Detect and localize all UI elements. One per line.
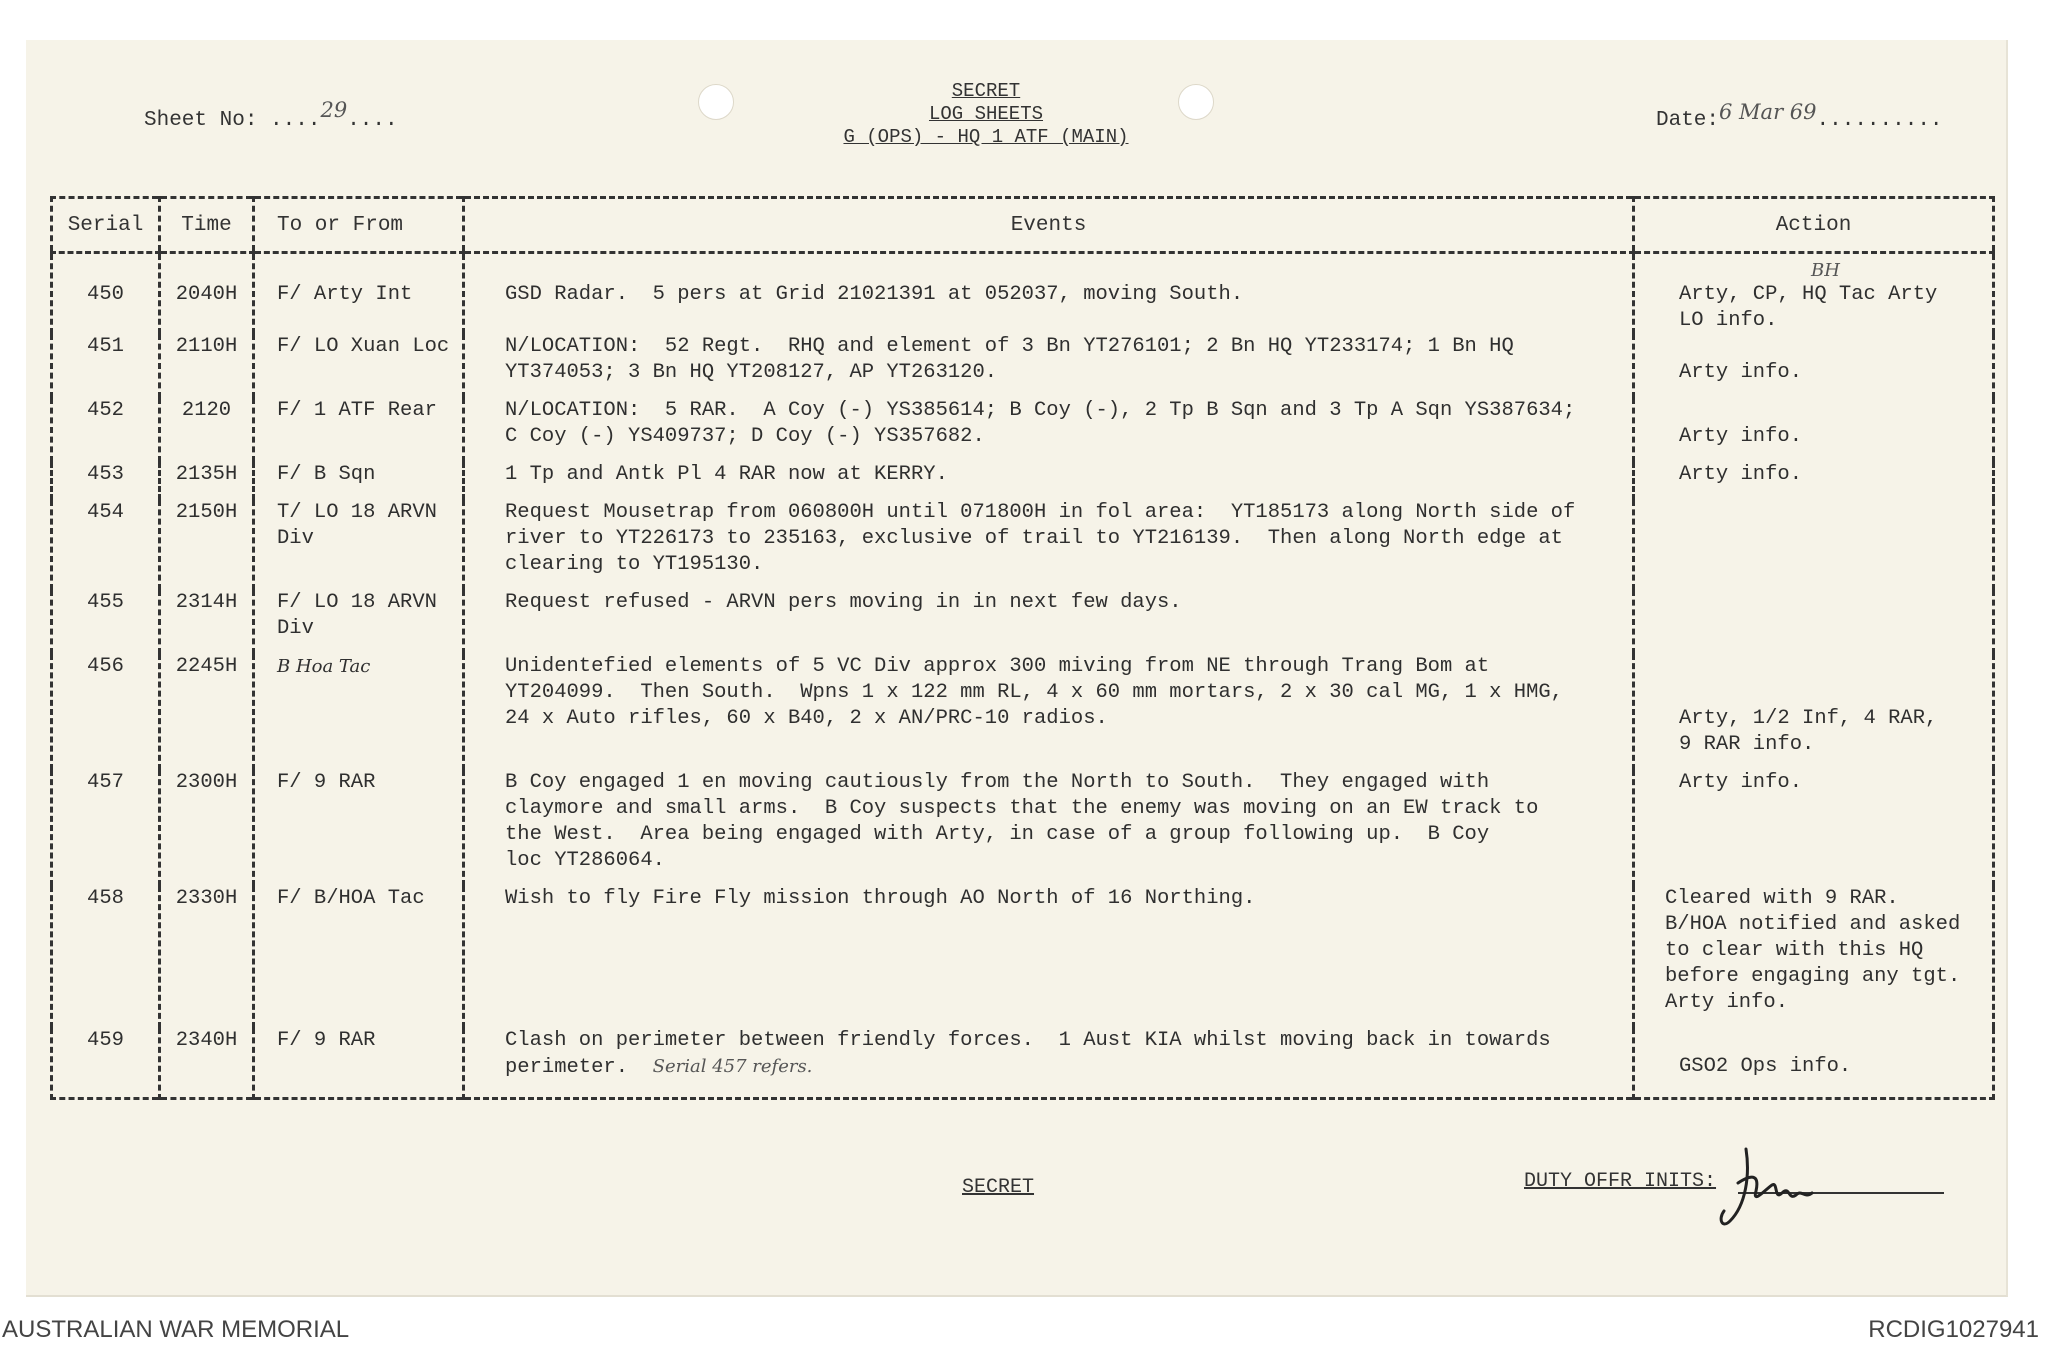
to-from-cell: F/ Arty Int — [254, 253, 464, 335]
table-row — [52, 590, 1994, 654]
classification-top: SECRET — [951, 80, 1021, 102]
serial-cell: 458 — [87, 887, 124, 910]
table-row — [52, 886, 1994, 1028]
events-cell: B Coy engaged 1 en moving cautiously from the North to South. They engaged with claymore and small arms. B Coy suspects that the enemy was moving on an EW track to the West. Area being engaged with Arty, in case of a group following up. B Coy loc YT286064. — [464, 770, 1634, 886]
log-table — [50, 196, 1995, 1100]
archive-caption-bar — [0, 1308, 2047, 1348]
sheet-date: Date:6 Mar 69.......... — [1656, 100, 1943, 132]
to-from-cell: F/ 1 ATF Rear — [254, 398, 464, 462]
duty-officer-label: DUTY OFFR INITS: — [1524, 1170, 1717, 1193]
table-row — [52, 253, 1994, 335]
action-cell: Arty info. — [1634, 462, 1994, 500]
punch-hole — [1178, 84, 1214, 120]
handwritten-note: Serial 457 refers. — [652, 1056, 813, 1077]
sheet-number-value: 29 — [320, 98, 348, 122]
serial-cell: 451 — [87, 335, 124, 358]
document-title — [816, 80, 1156, 149]
col-time: Time — [160, 198, 254, 253]
events-cell: Unidentefied elements of 5 VC Div approx 300 miving from NE through Trang Bom at YT204099. Then South. Wpns 1 x 122 mm RL, 4 x 60 mm mortars, 2 x 30 cal MG, 1 x HMG, 24 x Auto rifles, 60 x B40, 2 x AN/PRC-10 radios. — [464, 654, 1634, 770]
table-row — [52, 398, 1994, 462]
col-action: Action — [1634, 198, 1994, 253]
serial-cell: 453 — [87, 463, 124, 486]
time-cell: 2150H — [160, 500, 254, 590]
action-cell: Arty info. — [1634, 770, 1994, 886]
events-cell: Request Mousetrap from 060800H until 071800H in fol area: YT185173 along North side of river to YT226173 to 235163, exclusive of trail to YT216139. Then along North edge at clearing to YT195130. — [464, 500, 1634, 590]
action-cell: Arty info. — [1634, 334, 1994, 398]
action-cell: Arty, 1/2 Inf, 4 RAR, 9 RAR info. — [1634, 654, 1994, 770]
events-cell: N/LOCATION: 52 Regt. RHQ and element of 3 Bn YT276101; 2 Bn HQ YT233174; 1 Bn HQ YT374053; 3 Bn HQ YT208127, AP YT263120. — [464, 334, 1634, 398]
to-from-cell: B Hoa Tac — [254, 654, 464, 770]
time-cell: 2120 — [160, 398, 254, 462]
events-cell: Clash on perimeter between friendly forces. 1 Aust KIA whilst moving back in towards perimeter. Serial 457 refers. — [464, 1028, 1634, 1098]
action-cell: Arty info. — [1634, 398, 1994, 462]
institution-credit: AUSTRALIAN WAR MEMORIAL — [2, 1316, 350, 1343]
signature-mark — [1716, 1145, 1896, 1235]
sheet-number: Sheet No: ....29.... — [144, 98, 398, 132]
events-cell: Wish to fly Fire Fly mission through AO North of 16 Northing. — [464, 886, 1634, 1028]
log-sheet-page — [26, 40, 2008, 1297]
serial-cell: 452 — [87, 399, 124, 422]
action-cell: GSO2 Ops info. — [1634, 1028, 1994, 1098]
handwritten-insert: BH — [1811, 260, 1840, 281]
time-cell: 2300H — [160, 770, 254, 886]
action-cell — [1634, 590, 1994, 654]
table-row — [52, 334, 1994, 398]
time-cell: 2110H — [160, 334, 254, 398]
time-cell: 2245H — [160, 654, 254, 770]
punch-hole — [698, 84, 734, 120]
time-cell: 2330H — [160, 886, 254, 1028]
signature — [1716, 1145, 1896, 1240]
table-row — [52, 654, 1994, 770]
serial-cell: 457 — [87, 771, 124, 794]
to-from-cell: F/ 9 RAR — [254, 770, 464, 886]
serial-cell: 456 — [87, 655, 124, 678]
events-cell: 1 Tp and Antk Pl 4 RAR now at KERRY. — [464, 462, 1634, 500]
to-from-cell: T/ LO 18 ARVN Div — [254, 500, 464, 590]
time-cell: 2314H — [160, 590, 254, 654]
action-cell: BH Arty, CP, HQ Tac Arty LO info. — [1634, 253, 1994, 335]
to-from-cell: F/ LO 18 ARVN Div — [254, 590, 464, 654]
col-serial: Serial — [52, 198, 160, 253]
events-cell: Request refused - ARVN pers moving in in next few days. — [464, 590, 1634, 654]
events-cell: GSD Radar. 5 pers at Grid 21021391 at 052037, moving South. — [464, 253, 1634, 335]
classification-bottom: SECRET — [962, 1176, 1035, 1199]
table-header-row — [52, 198, 1994, 253]
date-value: 6 Mar 69 — [1719, 100, 1817, 124]
to-from-cell: F/ B Sqn — [254, 462, 464, 500]
time-cell: 2040H — [160, 253, 254, 335]
action-cell — [1634, 500, 1994, 590]
table-row — [52, 770, 1994, 886]
time-cell: 2340H — [160, 1028, 254, 1098]
time-cell: 2135H — [160, 462, 254, 500]
col-to-from: To or From — [254, 198, 464, 253]
serial-cell: 459 — [87, 1029, 124, 1052]
action-cell: Cleared with 9 RAR. B/HOA notified and asked to clear with this HQ before engaging any tgt. Arty info. — [1634, 886, 1994, 1028]
table-row — [52, 462, 1994, 500]
col-events: Events — [464, 198, 1634, 253]
table-row — [52, 500, 1994, 590]
to-from-cell: F/ B/HOA Tac — [254, 886, 464, 1028]
unit-title: G (OPS) - HQ 1 ATF (MAIN) — [843, 126, 1129, 148]
serial-cell: 455 — [87, 591, 124, 614]
to-from-cell: F/ LO Xuan Loc — [254, 334, 464, 398]
to-from-cell: F/ 9 RAR — [254, 1028, 464, 1098]
item-id: RCDIG1027941 — [1868, 1316, 2039, 1343]
doc-title: LOG SHEETS — [928, 103, 1044, 125]
serial-cell: 454 — [87, 501, 124, 524]
table-row — [52, 1028, 1994, 1098]
serial-cell: 450 — [87, 283, 124, 306]
events-cell: N/LOCATION: 5 RAR. A Coy (-) YS385614; B Coy (-), 2 Tp B Sqn and 3 Tp A Sqn YS387634; C Coy (-) YS409737; D Coy (-) YS357682. — [464, 398, 1634, 462]
